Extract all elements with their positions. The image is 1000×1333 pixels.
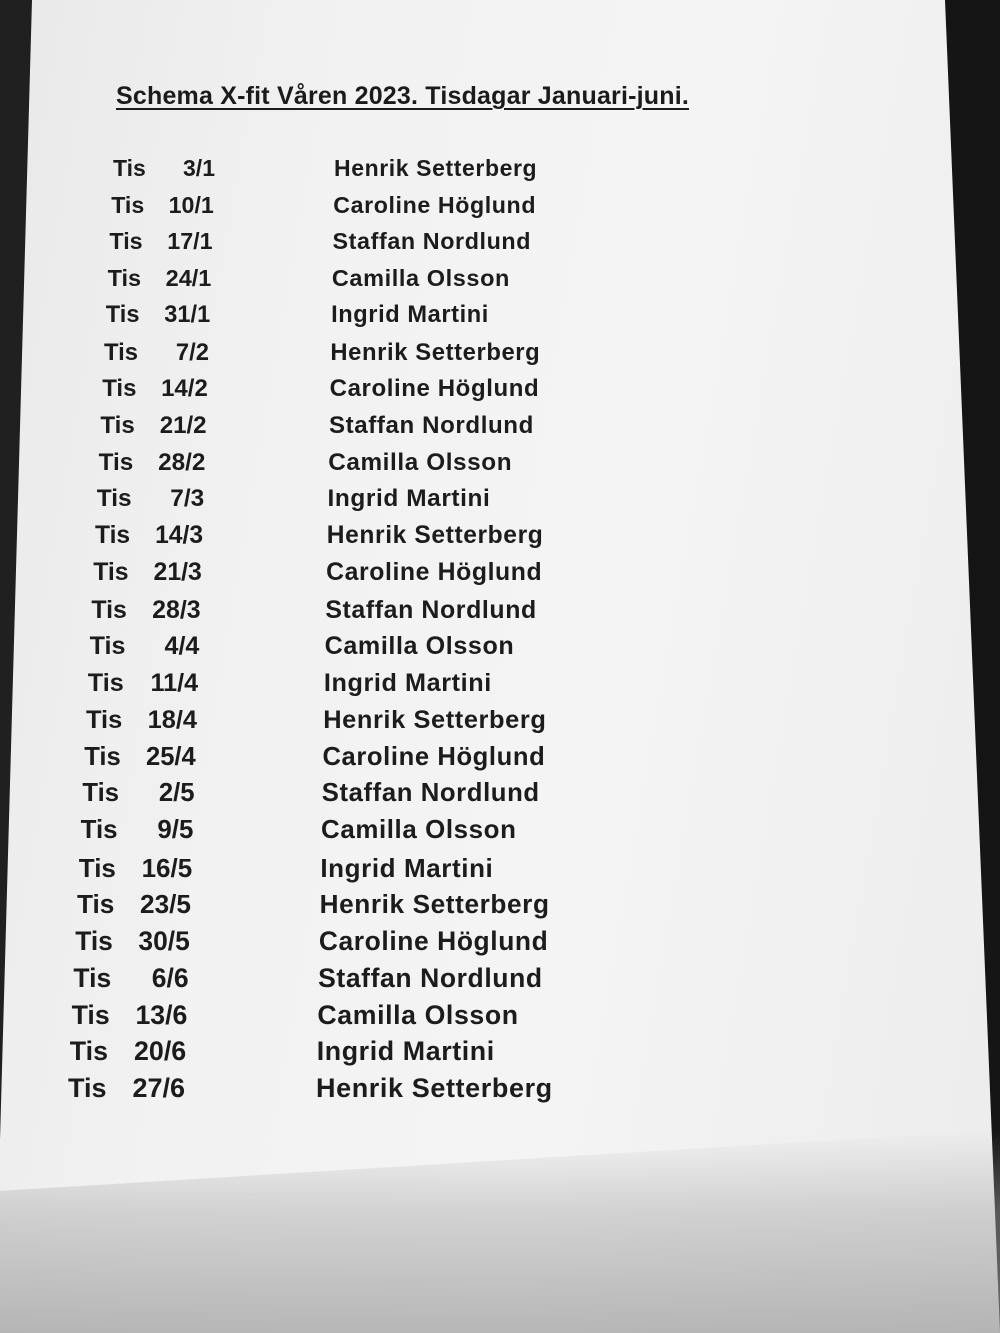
schedule-row [97, 485, 640, 517]
row-day: Tis [71, 999, 110, 1030]
row-leader: Henrik Setterberg [316, 1073, 553, 1103]
row-date: 6/6 [151, 962, 189, 993]
row-date: 17/1 [167, 228, 213, 255]
row-day: Tis [82, 779, 120, 808]
row-leader: Caroline Höglund [333, 191, 537, 218]
schedule-row [100, 412, 640, 443]
schedule-row [91, 596, 640, 628]
row-date: 7/3 [170, 485, 205, 513]
row-date: 13/6 [135, 999, 188, 1030]
row-leader: Staffan Nordlund [321, 779, 540, 808]
row-leader: Henrik Setterberg [326, 522, 544, 550]
row-day: Tis [89, 632, 126, 661]
schedule-row [111, 192, 640, 222]
row-leader: Caroline Höglund [322, 742, 546, 771]
row-day: Tis [68, 1073, 107, 1103]
schedule-row [73, 963, 640, 997]
schedule-row [88, 669, 640, 702]
schedule-row [68, 1073, 640, 1108]
schedule-title: Schema X-fit Våren 2023. Tisdagar Januari-juni. [116, 82, 690, 110]
row-date: 14/3 [155, 522, 203, 550]
schedule-row [81, 816, 640, 850]
schedule-row [93, 559, 640, 591]
row-leader: Ingrid Martini [331, 301, 489, 328]
row-date: 18/4 [147, 705, 197, 734]
row-leader: Camilla Olsson [317, 999, 519, 1030]
row-day: Tis [109, 228, 143, 255]
row-date: 31/1 [164, 301, 211, 328]
row-day: Tis [75, 926, 113, 957]
row-day: Tis [105, 301, 140, 328]
row-leader: Camilla Olsson [324, 632, 515, 661]
row-leader: Caroline Höglund [329, 375, 540, 403]
row-day: Tis [102, 375, 137, 403]
schedule-row [86, 706, 640, 739]
schedule-row [95, 522, 640, 554]
row-date: 23/5 [140, 889, 191, 920]
row-day: Tis [111, 191, 145, 218]
row-date: 28/3 [152, 595, 201, 624]
row-date: 3/1 [183, 155, 215, 181]
row-day: Tis [80, 815, 118, 844]
row-day: Tis [87, 669, 124, 698]
row-day: Tis [78, 852, 116, 883]
schedule-row [102, 375, 640, 406]
row-date: 11/4 [150, 669, 199, 698]
row-date: 28/2 [158, 448, 206, 476]
row-leader: Henrik Setterberg [330, 338, 541, 366]
row-leader: Caroline Höglund [326, 558, 543, 586]
schedule-row [113, 155, 640, 185]
schedule-row [70, 1036, 640, 1071]
schedule-row [109, 228, 640, 258]
schedule-row [108, 265, 640, 296]
row-day: Tis [91, 595, 127, 624]
row-day: Tis [98, 448, 134, 476]
row-leader: Henrik Setterberg [334, 155, 538, 181]
row-day: Tis [104, 338, 138, 366]
row-leader: Ingrid Martini [320, 852, 494, 883]
row-leader: Camilla Olsson [321, 815, 517, 844]
row-date: 24/1 [165, 265, 212, 292]
row-leader: Staffan Nordlund [328, 412, 534, 440]
schedule-row [104, 339, 640, 370]
row-date: 27/6 [132, 1073, 185, 1103]
row-date: 2/5 [158, 779, 195, 808]
schedule-row [82, 779, 640, 812]
row-leader: Ingrid Martini [323, 669, 492, 698]
row-day: Tis [113, 155, 146, 181]
schedule-row [84, 743, 640, 776]
row-day: Tis [100, 412, 135, 440]
row-day: Tis [84, 742, 121, 771]
row-leader: Caroline Höglund [318, 926, 549, 957]
row-leader: Henrik Setterberg [323, 705, 547, 734]
row-day: Tis [95, 522, 131, 550]
row-leader: Staffan Nordlund [325, 595, 537, 624]
schedule-row [99, 449, 640, 481]
schedule-row [77, 889, 640, 923]
row-leader: Staffan Nordlund [332, 228, 532, 255]
row-date: 14/2 [161, 375, 208, 403]
row-date: 21/2 [159, 412, 207, 440]
row-date: 30/5 [138, 926, 190, 957]
row-day: Tis [86, 705, 123, 734]
row-date: 25/4 [145, 742, 196, 771]
row-date: 7/2 [175, 338, 209, 366]
row-leader: Camilla Olsson [328, 448, 513, 476]
row-day: Tis [69, 1036, 109, 1067]
row-day: Tis [93, 558, 129, 586]
schedule-row [90, 632, 640, 665]
schedule-row [72, 1000, 640, 1035]
row-date: 9/5 [157, 815, 194, 844]
row-leader: Staffan Nordlund [318, 962, 543, 993]
row-date: 20/6 [134, 1036, 187, 1067]
schedule-row [79, 853, 640, 887]
row-leader: Camilla Olsson [331, 265, 511, 292]
row-leader: Henrik Setterberg [319, 889, 550, 920]
row-leader: Ingrid Martini [316, 1036, 495, 1067]
row-day: Tis [96, 485, 132, 513]
row-date: 16/5 [141, 852, 193, 883]
row-day: Tis [73, 962, 112, 993]
schedule-row [106, 302, 640, 333]
row-date: 4/4 [164, 632, 200, 661]
row-day: Tis [107, 265, 142, 292]
schedule-row [75, 926, 640, 960]
row-date: 10/1 [168, 191, 214, 218]
row-leader: Ingrid Martini [327, 485, 491, 513]
row-date: 21/3 [153, 558, 202, 586]
row-day: Tis [77, 889, 115, 920]
